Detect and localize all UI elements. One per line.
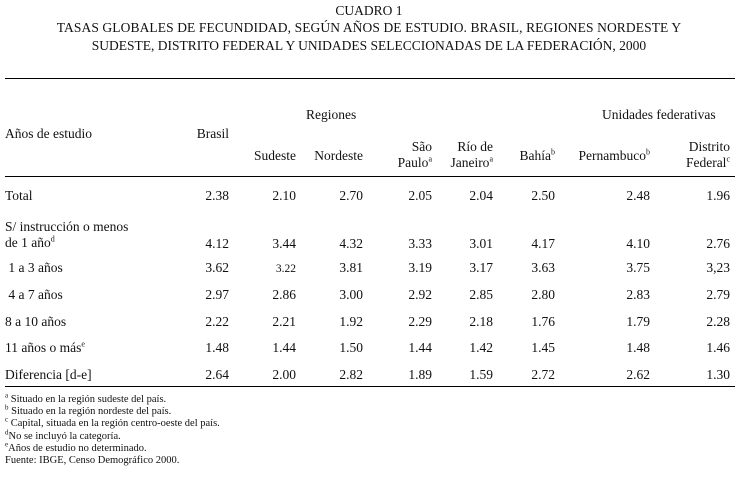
cell-brasil: 2.97 — [205, 287, 229, 302]
cell-nordeste: 2.82 — [339, 367, 363, 382]
cell-bahia: 4.17 — [531, 236, 555, 251]
cell-sao-paulo: 3.33 — [408, 236, 432, 251]
header-group-unidades: Unidades federativas — [602, 107, 716, 122]
row-label: 8 a 10 años — [5, 314, 67, 329]
cell-rio-de-janeiro: 1.42 — [469, 340, 493, 355]
row-label: Diferencia [d-e] — [5, 367, 92, 382]
header-group-regiones: Regiones — [306, 107, 357, 122]
cell-pernambuco: 2.83 — [626, 287, 650, 302]
cell-sudeste: 2.86 — [272, 287, 296, 302]
cell-brasil: 3.62 — [205, 260, 229, 275]
cell-distrito-federal: 2.76 — [706, 236, 730, 251]
cell-rio-de-janeiro: 3.17 — [469, 260, 493, 275]
table-number: CUADRO 1 — [335, 3, 403, 18]
cell-rio-de-janeiro: 3.01 — [469, 236, 493, 251]
cell-sao-paulo: 2.92 — [408, 287, 432, 302]
header-sao-paulo: São Paulo$^a$ — [397, 139, 432, 170]
header-brasil: Brasil — [196, 126, 229, 141]
header-nordeste: Nordeste — [314, 148, 363, 163]
cell-rio-de-janeiro: 2.04 — [469, 188, 493, 203]
cell-pernambuco: 4.10 — [626, 236, 650, 251]
cell-brasil: 1.48 — [205, 340, 229, 355]
cell-distrito-federal: 2.79 — [706, 287, 730, 302]
header-pernambuco: Pernambuco$^b$ — [578, 147, 650, 163]
cell-brasil: 4.12 — [205, 236, 229, 251]
cell-sudeste: 1.44 — [272, 340, 296, 355]
cell-bahia: 1.76 — [531, 314, 555, 329]
cell-rio-de-janeiro: 2.85 — [469, 287, 493, 302]
cell-sao-paulo: 1.89 — [408, 367, 432, 382]
cell-sudeste: 3.22 — [275, 263, 296, 275]
cell-sao-paulo: 3.19 — [408, 260, 432, 275]
table-title-line-1: TASAS GLOBALES DE FECUNDIDAD, SEGÚN AÑOS DE ESTUDIO. BRASIL, REGIONES NORDESTE Y — [56, 20, 682, 35]
cell-nordeste: 4.32 — [339, 236, 363, 251]
row-label: 11 años o más$^e$ — [5, 339, 85, 355]
header-distrito-federal: Distrito Federal$^c$ — [685, 139, 730, 170]
cell-bahia: 2.50 — [531, 188, 555, 203]
cell-pernambuco: 2.62 — [626, 367, 650, 382]
cell-sudeste: 2.21 — [272, 314, 296, 329]
cell-sao-paulo: 1.44 — [408, 340, 432, 355]
cell-nordeste: 3.81 — [339, 260, 363, 275]
footnote: Fuente: IBGE, Censo Demográfico 2000. — [5, 455, 180, 467]
cell-pernambuco: 1.48 — [626, 340, 650, 355]
cell-distrito-federal: 1.96 — [706, 188, 730, 203]
cell-nordeste: 1.92 — [339, 314, 363, 329]
cell-sudeste: 2.10 — [272, 188, 296, 203]
cell-rio-de-janeiro: 2.18 — [469, 314, 493, 329]
header-bahia: Bahía$^b$ — [519, 147, 555, 163]
cell-distrito-federal: 1.46 — [706, 340, 730, 355]
header-sudeste: Sudeste — [254, 148, 296, 163]
cell-sudeste: 2.00 — [272, 367, 296, 382]
cell-pernambuco: 3.75 — [626, 260, 650, 275]
table-title-line-2: SUDESTE, DISTRITO FEDERAL Y UNIDADES SELECCIONADAS DE LA FEDERACIÓN, 2000 — [91, 38, 647, 53]
row-label: Total — [5, 188, 33, 203]
row-label: 4 a 7 años — [5, 287, 63, 302]
cell-bahia: 1.45 — [531, 340, 555, 355]
header-rule — [5, 176, 735, 177]
top-rule — [5, 78, 735, 79]
cell-pernambuco: 2.48 — [626, 188, 650, 203]
footnotes — [5, 391, 220, 467]
header-rio-de-janeiro: Río de Janeiro$^a$ — [450, 139, 493, 170]
cell-sudeste: 3.44 — [272, 236, 296, 251]
footnote: $^a$ Situado en la región sudeste del país. — [5, 391, 167, 405]
header-years-of-study: Años de estudio — [5, 126, 92, 141]
cell-distrito-federal: 3,23 — [706, 260, 730, 275]
row-label: 1 a 3 años — [5, 260, 63, 275]
footnote: $^e$Años de estudio no determinado. — [5, 440, 147, 454]
cell-nordeste: 1.50 — [339, 340, 363, 355]
cell-distrito-federal: 2.28 — [706, 314, 730, 329]
footnote: $^d$No se incluyó la categoría. — [5, 428, 121, 442]
cell-nordeste: 3.00 — [339, 287, 363, 302]
row-label: S/ instrucción o menos — [5, 219, 129, 234]
cell-bahia: 2.72 — [531, 367, 555, 382]
cell-bahia: 2.80 — [531, 287, 555, 302]
bottom-rule — [5, 386, 735, 387]
cell-sao-paulo: 2.29 — [408, 314, 432, 329]
cell-nordeste: 2.70 — [339, 188, 363, 203]
cell-rio-de-janeiro: 1.59 — [469, 367, 493, 382]
row-label-line-2: de 1 año$^d$ — [5, 234, 55, 250]
cell-brasil: 2.38 — [205, 188, 229, 203]
cell-bahia: 3.63 — [531, 260, 555, 275]
cell-distrito-federal: 1.30 — [706, 367, 730, 382]
footnote: $^b$ Situado en la región nordeste del país. — [5, 403, 172, 418]
cell-sao-paulo: 2.05 — [408, 188, 432, 203]
cell-brasil: 2.22 — [205, 314, 229, 329]
cell-brasil: 2.64 — [205, 367, 229, 382]
footnote: $^c$ Capital, situada en la región centro-oeste del país. — [5, 415, 220, 430]
cell-pernambuco: 1.79 — [626, 314, 650, 329]
